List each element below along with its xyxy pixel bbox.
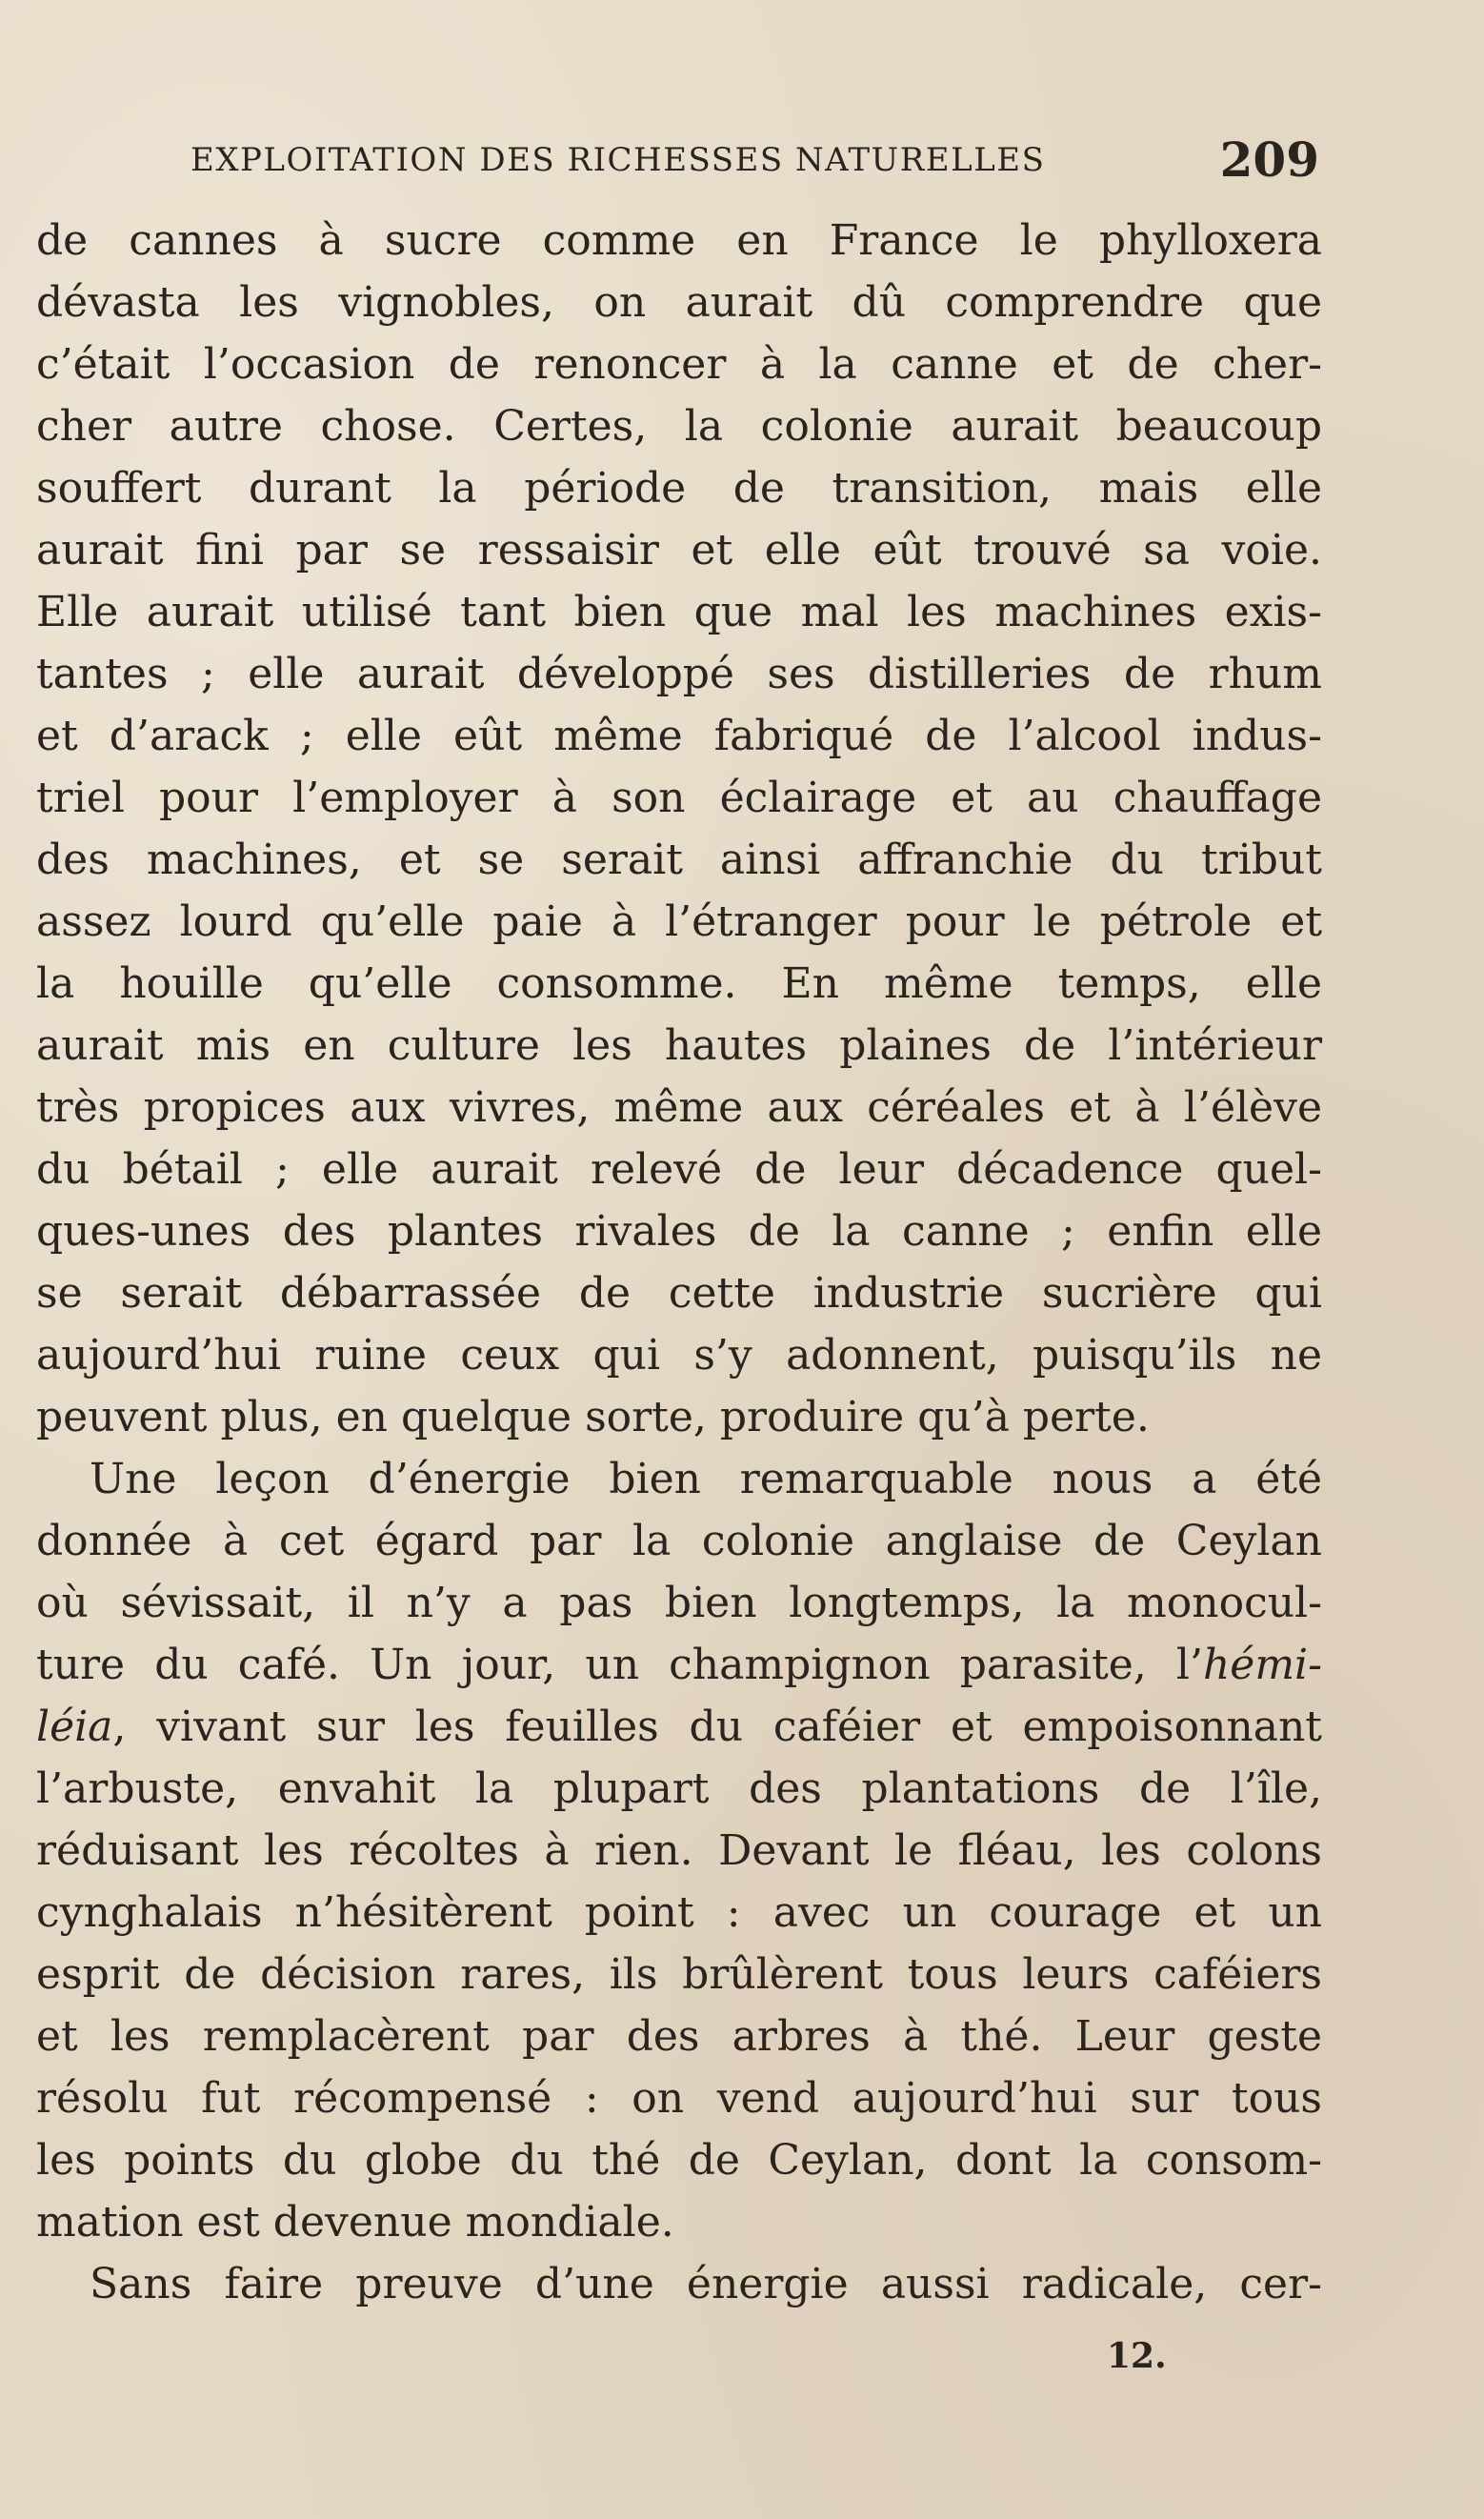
text-line: peuvent plus, en quelque sorte, produire qu’à perte. (36, 1393, 1150, 1441)
text-line: et d’arack ; elle eût même fabriqué de l’alcool indus- (36, 712, 1322, 760)
text-line: la houille qu’elle consomme. En même temps, elle (36, 959, 1322, 1008)
text-line: c’était l’occasion de renoncer à la canne et de cher- (36, 340, 1322, 389)
text-line: aurait mis en culture les hautes plaines de l’intérieur (36, 1021, 1322, 1070)
text-line: l’arbuste, envahit la plupart des plantations de l’île, (36, 1764, 1322, 1813)
text-line: assez lourd qu’elle paie à l’étranger pour le pétrole et (36, 897, 1322, 946)
text-line: Une leçon d’énergie bien remarquable nous a été (90, 1455, 1322, 1503)
text-line: ques-unes des plantes rivales de la canne ; enfin elle (36, 1207, 1322, 1256)
italic-term: léia (36, 1703, 113, 1751)
text-line: esprit de décision rares, ils brûlèrent tous leurs caféiers (36, 1950, 1322, 1999)
running-title: EXPLOITATION DES RICHESSES NATURELLES (191, 141, 1046, 179)
text-line: résolu fut récompensé : on vend aujourd’hui sur tous (36, 2074, 1322, 2123)
text-line: souffert durant la période de transition, mais elle (36, 464, 1322, 513)
text-line: cynghalais n’hésitèrent point : avec un courage et un (36, 1888, 1322, 1937)
text-line: se serait débarrassée de cette industrie sucrière qui (36, 1269, 1322, 1318)
text-line-with-italic (36, 1634, 1322, 1696)
text-line: du bétail ; elle aurait relevé de leur décadence quel- (36, 1145, 1322, 1194)
text-line: Elle aurait utilisé tant bien que mal les machines exis- (36, 588, 1322, 636)
text-line: Sans faire preuve d’une énergie aussi radicale, cer- (90, 2260, 1322, 2308)
italic-term: hémi- (1202, 1641, 1322, 1689)
text-line: aujourd’hui ruine ceux qui s’y adonnent, puisqu’ils ne (36, 1331, 1322, 1380)
page-number: 209 (1219, 131, 1319, 188)
text-line: aurait fini par se ressaisir et elle eût trouvé sa voie. (36, 526, 1322, 574)
text-line-with-italic (36, 1696, 1322, 1758)
text-line: réduisant les récoltes à rien. Devant le fléau, les colons (36, 1826, 1322, 1875)
text-segment: , vivant sur les feuilles du caféier et empoisonnant (112, 1703, 1322, 1751)
text-line: des machines, et se serait ainsi affranchie du tribut (36, 836, 1322, 884)
text-line: tantes ; elle aurait développé ses distilleries de rhum (36, 650, 1322, 698)
page-header (191, 131, 1319, 189)
text-line: de cannes à sucre comme en France le phylloxera (36, 216, 1322, 265)
text-line: triel pour l’employer à son éclairage et au chauffage (36, 774, 1322, 822)
text-line: mation est devenue mondiale. (36, 2198, 674, 2247)
text-line: très propices aux vivres, même aux céréales et à l’élève (36, 1083, 1322, 1132)
body-text (36, 210, 1322, 2315)
text-segment: ture du café. Un jour, un champignon parasite, l’ (36, 1641, 1203, 1689)
text-line: cher autre chose. Certes, la colonie aurait beaucoup (36, 402, 1322, 451)
text-line: et les remplacèrent par des arbres à thé. Leur geste (36, 2012, 1322, 2061)
text-line: les points du globe du thé de Ceylan, dont la consom- (36, 2136, 1322, 2185)
signature-mark: 12. (1107, 2336, 1167, 2376)
text-line: où sévissait, il n’y a pas bien longtemps, la monocul- (36, 1579, 1322, 1627)
text-line: dévasta les vignobles, on aurait dû comprendre que (36, 278, 1322, 327)
text-line: donnée à cet égard par la colonie anglaise de Ceylan (36, 1517, 1322, 1565)
